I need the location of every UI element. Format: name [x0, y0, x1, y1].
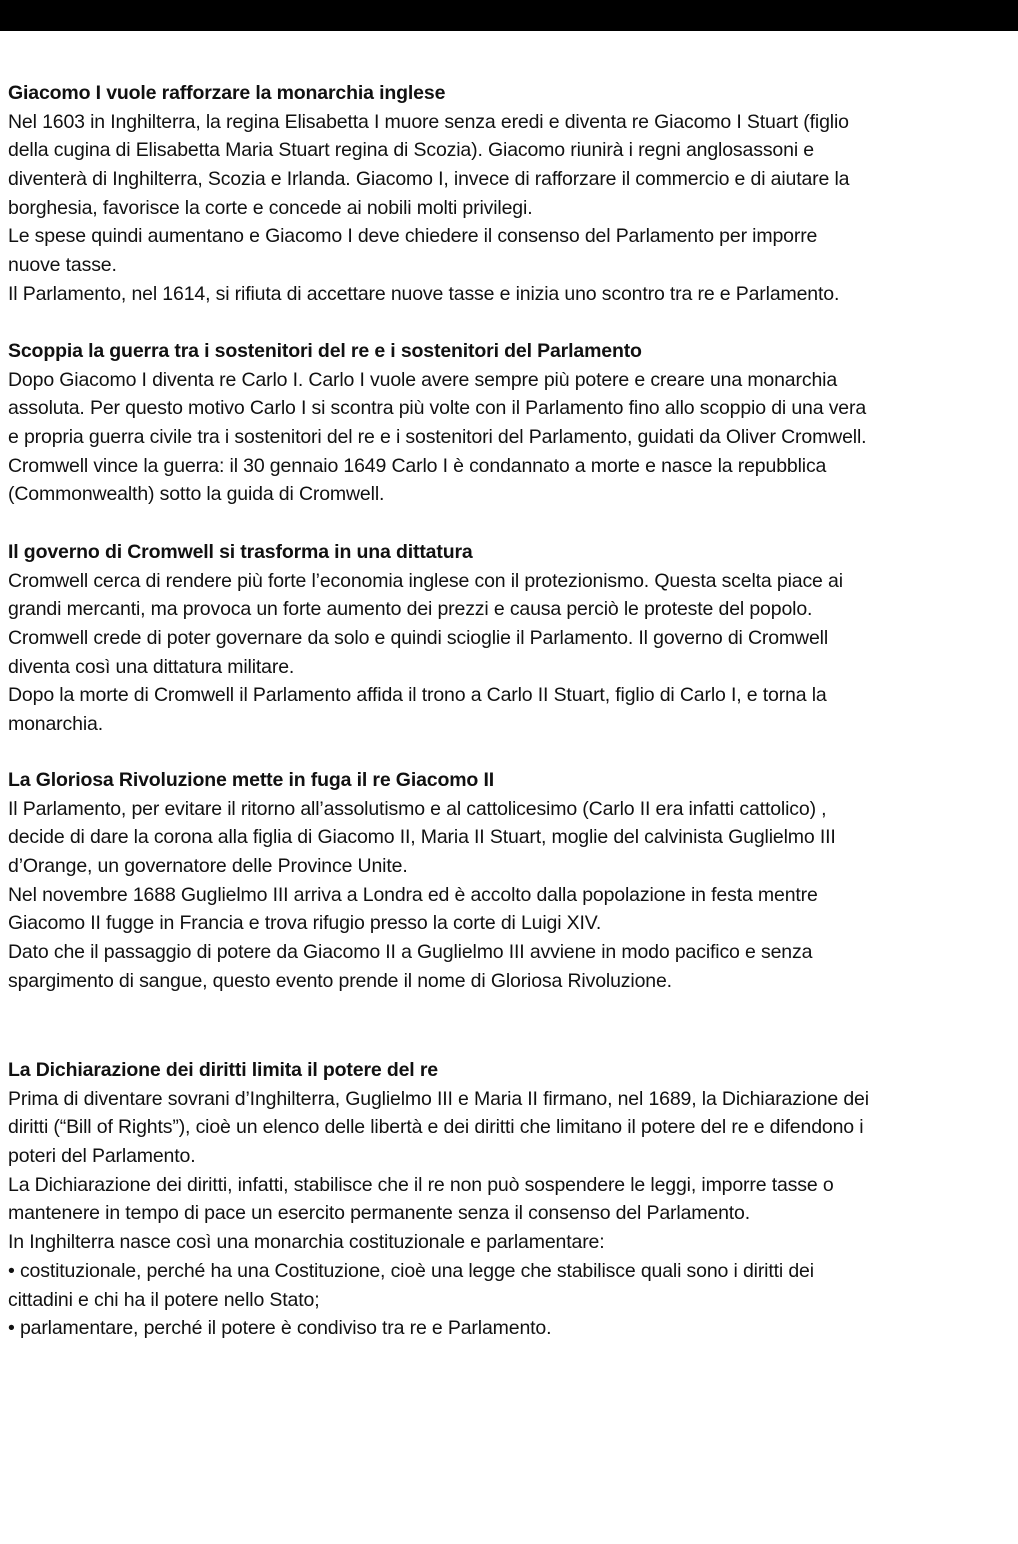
section-guerra-civile — [8, 337, 1016, 509]
paragraph-line: Cromwell vince la guerra: il 30 gennaio 1649 Carlo I è condannato a morte e nasce la repubblica — [8, 454, 827, 477]
paragraph-line: d’Orange, un governatore delle Province Unite. — [8, 855, 408, 878]
paragraph-line: La Dichiarazione dei diritti, infatti, stabilisce che il re non può sospendere le leggi, imporre tasse o — [8, 1173, 834, 1196]
paragraph-line: assoluta. Per questo motivo Carlo I si scontra più volte con il Parlamento fino allo scoppio di una vera — [8, 397, 867, 420]
paragraph-line: diritti (“Bill of Rights”), cioè un elenco delle libertà e dei diritti che limitano il potere del re e difendono i — [8, 1116, 864, 1139]
section-cromwell — [8, 538, 1016, 739]
paragraph-line: Dato che il passaggio di potere da Giacomo II a Guglielmo III avviene in modo pacifico e senza — [8, 941, 813, 964]
paragraph-line: • costituzionale, perché ha una Costituzione, cioè una legge che stabilisce quali sono i diritti dei — [8, 1259, 814, 1282]
paragraph-line: Dopo la morte di Cromwell il Parlamento affida il trono a Carlo II Stuart, figlio di Carlo I, e torna la — [8, 684, 827, 707]
paragraph-line: spargimento di sangue, questo evento prende il nome di Gloriosa Rivoluzione. — [8, 969, 672, 992]
paragraph-line: e propria guerra civile tra i sostenitori del re e i sostenitori del Parlamento, guidati da Oliver Cromwell. — [8, 426, 867, 449]
section-heading: Giacomo I vuole rafforzare la monarchia inglese — [8, 82, 446, 104]
section-bill-of-rights — [8, 1056, 1016, 1343]
section-heading: La Gloriosa Rivoluzione mette in fuga il re Giacomo II — [8, 769, 494, 791]
paragraph-line: decide di dare la corona alla figlia di Giacomo II, Maria II Stuart, moglie del calvinista Guglielmo III — [8, 826, 836, 849]
paragraph-line: Prima di diventare sovrani d’Inghilterra, Guglielmo III e Maria II firmano, nel 1689, la Dichiarazione dei — [8, 1087, 869, 1110]
paragraph-line: (Commonwealth) sotto la guida di Cromwell. — [8, 483, 385, 506]
paragraph-line: Dopo Giacomo I diventa re Carlo I. Carlo I vuole avere sempre più potere e creare una monarchia — [8, 368, 838, 391]
paragraph-line: nuove tasse. — [8, 254, 117, 277]
paragraph-line: • parlamentare, perché il potere è condiviso tra re e Parlamento. — [8, 1317, 552, 1340]
section-gloriosa-rivoluzione — [8, 766, 1016, 996]
paragraph-line: diventerà di Inghilterra, Scozia e Irlanda. Giacomo I, invece di rafforzare il commercio e di aiutare la — [8, 168, 850, 191]
paragraph-line: In Inghilterra nasce così una monarchia costituzionale e parlamentare: — [8, 1231, 605, 1254]
paragraph-line: poteri del Parlamento. — [8, 1145, 196, 1168]
section-heading: Scoppia la guerra tra i sostenitori del re e i sostenitori del Parlamento — [8, 340, 642, 362]
section-heading: Il governo di Cromwell si trasforma in una dittatura — [8, 541, 473, 563]
paragraph-line: della cugina di Elisabetta Maria Stuart regina di Scozia). Giacomo riunirà i regni anglosassoni e — [8, 139, 814, 162]
paragraph-line: Nel 1603 in Inghilterra, la regina Elisabetta I muore senza eredi e diventa re Giacomo I Stuart (figlio — [8, 110, 849, 133]
paragraph-line: Le spese quindi aumentano e Giacomo I deve chiedere il consenso del Parlamento per imporre — [8, 225, 818, 248]
paragraph-line: Il Parlamento, nel 1614, si rifiuta di accettare nuove tasse e inizia uno scontro tra re e Parlamento. — [8, 282, 840, 305]
paragraph-line: diventa così una dittatura militare. — [8, 655, 295, 678]
paragraph-line: Nel novembre 1688 Guglielmo III arriva a Londra ed è accolto dalla popolazione in festa mentre — [8, 883, 818, 906]
paragraph-line: grandi mercanti, ma provoca un forte aumento dei prezzi e causa perciò le proteste del popolo. — [8, 598, 813, 621]
section-giacomo-i — [8, 79, 1016, 309]
paragraph-line: monarchia. — [8, 713, 103, 736]
paragraph-line: mantenere in tempo di pace un esercito permanente senza il consenso del Parlamento. — [8, 1202, 750, 1225]
top-bar — [0, 0, 1018, 31]
paragraph-line: Il Parlamento, per evitare il ritorno all’assolutismo e al cattolicesimo (Carlo II era infatti cattolico) , — [8, 797, 827, 820]
paragraph-line: cittadini e chi ha il potere nello Stato; — [8, 1288, 320, 1311]
paragraph-line: Giacomo II fugge in Francia e trova rifugio presso la corte di Luigi XIV. — [8, 912, 602, 935]
paragraph-line: borghesia, favorisce la corte e concede ai nobili molti privilegi. — [8, 196, 533, 219]
paragraph-line: Cromwell cerca di rendere più forte l’economia inglese con il protezionismo. Questa scelta piace ai — [8, 569, 843, 592]
paragraph-line: Cromwell crede di poter governare da solo e quindi scioglie il Parlamento. Il governo di Cromwell — [8, 627, 829, 650]
section-heading: La Dichiarazione dei diritti limita il potere del re — [8, 1059, 438, 1081]
